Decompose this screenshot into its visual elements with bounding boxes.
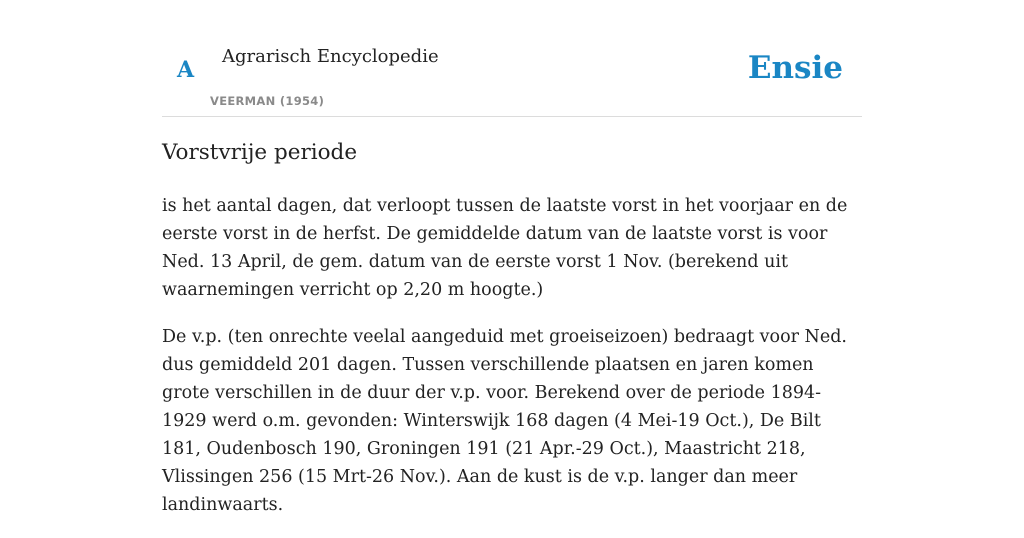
encyclopedia-title[interactable]: Agrarisch Encyclopedie <box>222 46 439 67</box>
encyclopedia-author: VEERMAN (1954) <box>210 94 325 108</box>
entry-title: Vorstvrije periode <box>162 140 358 165</box>
page-container <box>162 0 862 515</box>
entry-paragraph: De v.p. (ten onrechte veelal aangeduid met groeiseizoen) bedraagt voor Ned. dus gemiddeld 201 dagen. Tussen verschillende plaatsen en jaren komen grote verschillen in de duur der v.p. voor. Berekend over de periode 1894-1929 werd o.m. gevonden: Winterswijk 168 dagen (4 Mei-19 Oct.), De Bilt 181, Oudenbosch 190, Groningen 191 (21 Apr.-29 Oct.), Maastricht 218, Vlissingen 256 (15 Mrt-26 Nov.). Aan de kust is de v.p. langer dan meer landinwaarts. <box>162 327 847 515</box>
entry-body <box>162 192 862 538</box>
entry-paragraph: is het aantal dagen, dat verloopt tussen de laatste vorst in het voorjaar en de eerste vorst in de herfst. De gemiddelde datum van de laatste vorst is voor Ned. 13 April, de gem. datum van de eerste vorst 1 Nov. (berekend uit waarnemingen verricht op 2,20 m hoogte.) <box>162 196 848 300</box>
ensie-logo-link[interactable]: Ensie <box>747 50 843 86</box>
header <box>162 0 862 117</box>
encyclopedia-letter-logo[interactable]: A <box>177 57 195 83</box>
